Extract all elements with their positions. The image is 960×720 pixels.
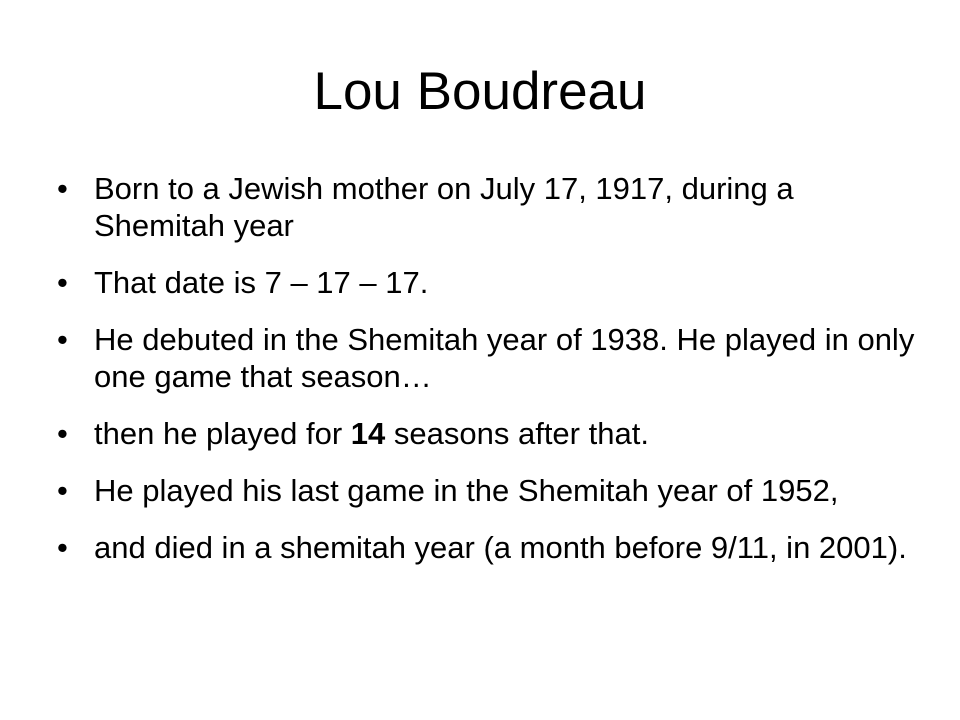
bullet-icon: • xyxy=(57,473,68,508)
bullet-item-seasons xyxy=(57,415,917,452)
bullet-text-pre: then he played for xyxy=(94,416,351,451)
bullet-text: He played his last game in the Shemitah year of 1952, xyxy=(94,473,839,508)
bullet-icon: • xyxy=(57,530,68,565)
bullet-item-death xyxy=(57,529,917,566)
bullet-item-date xyxy=(57,264,917,301)
bullet-item-birth xyxy=(57,170,917,244)
bullet-text: That date is 7 – 17 – 17. xyxy=(94,265,429,300)
bullet-icon: • xyxy=(57,322,68,357)
bullet-icon: • xyxy=(57,265,68,300)
bullet-item-last-game xyxy=(57,472,917,509)
bullet-list xyxy=(57,170,917,586)
slide-title: Lou Boudreau xyxy=(313,62,647,121)
bullet-text-bold: 14 xyxy=(350,416,386,451)
bullet-icon: • xyxy=(57,171,68,206)
bullet-item-debut xyxy=(57,321,917,395)
bullet-text: He debuted in the Shemitah year of 1938. He played in only one game that season… xyxy=(94,322,915,394)
bullet-text: and died in a shemitah year (a month before 9/11, in 2001). xyxy=(94,530,907,565)
bullet-icon: • xyxy=(57,416,68,451)
bullet-text xyxy=(94,416,649,451)
bullet-text-post: seasons after that. xyxy=(385,416,649,451)
bullet-text: Born to a Jewish mother on July 17, 1917, during a Shemitah year xyxy=(94,171,794,243)
